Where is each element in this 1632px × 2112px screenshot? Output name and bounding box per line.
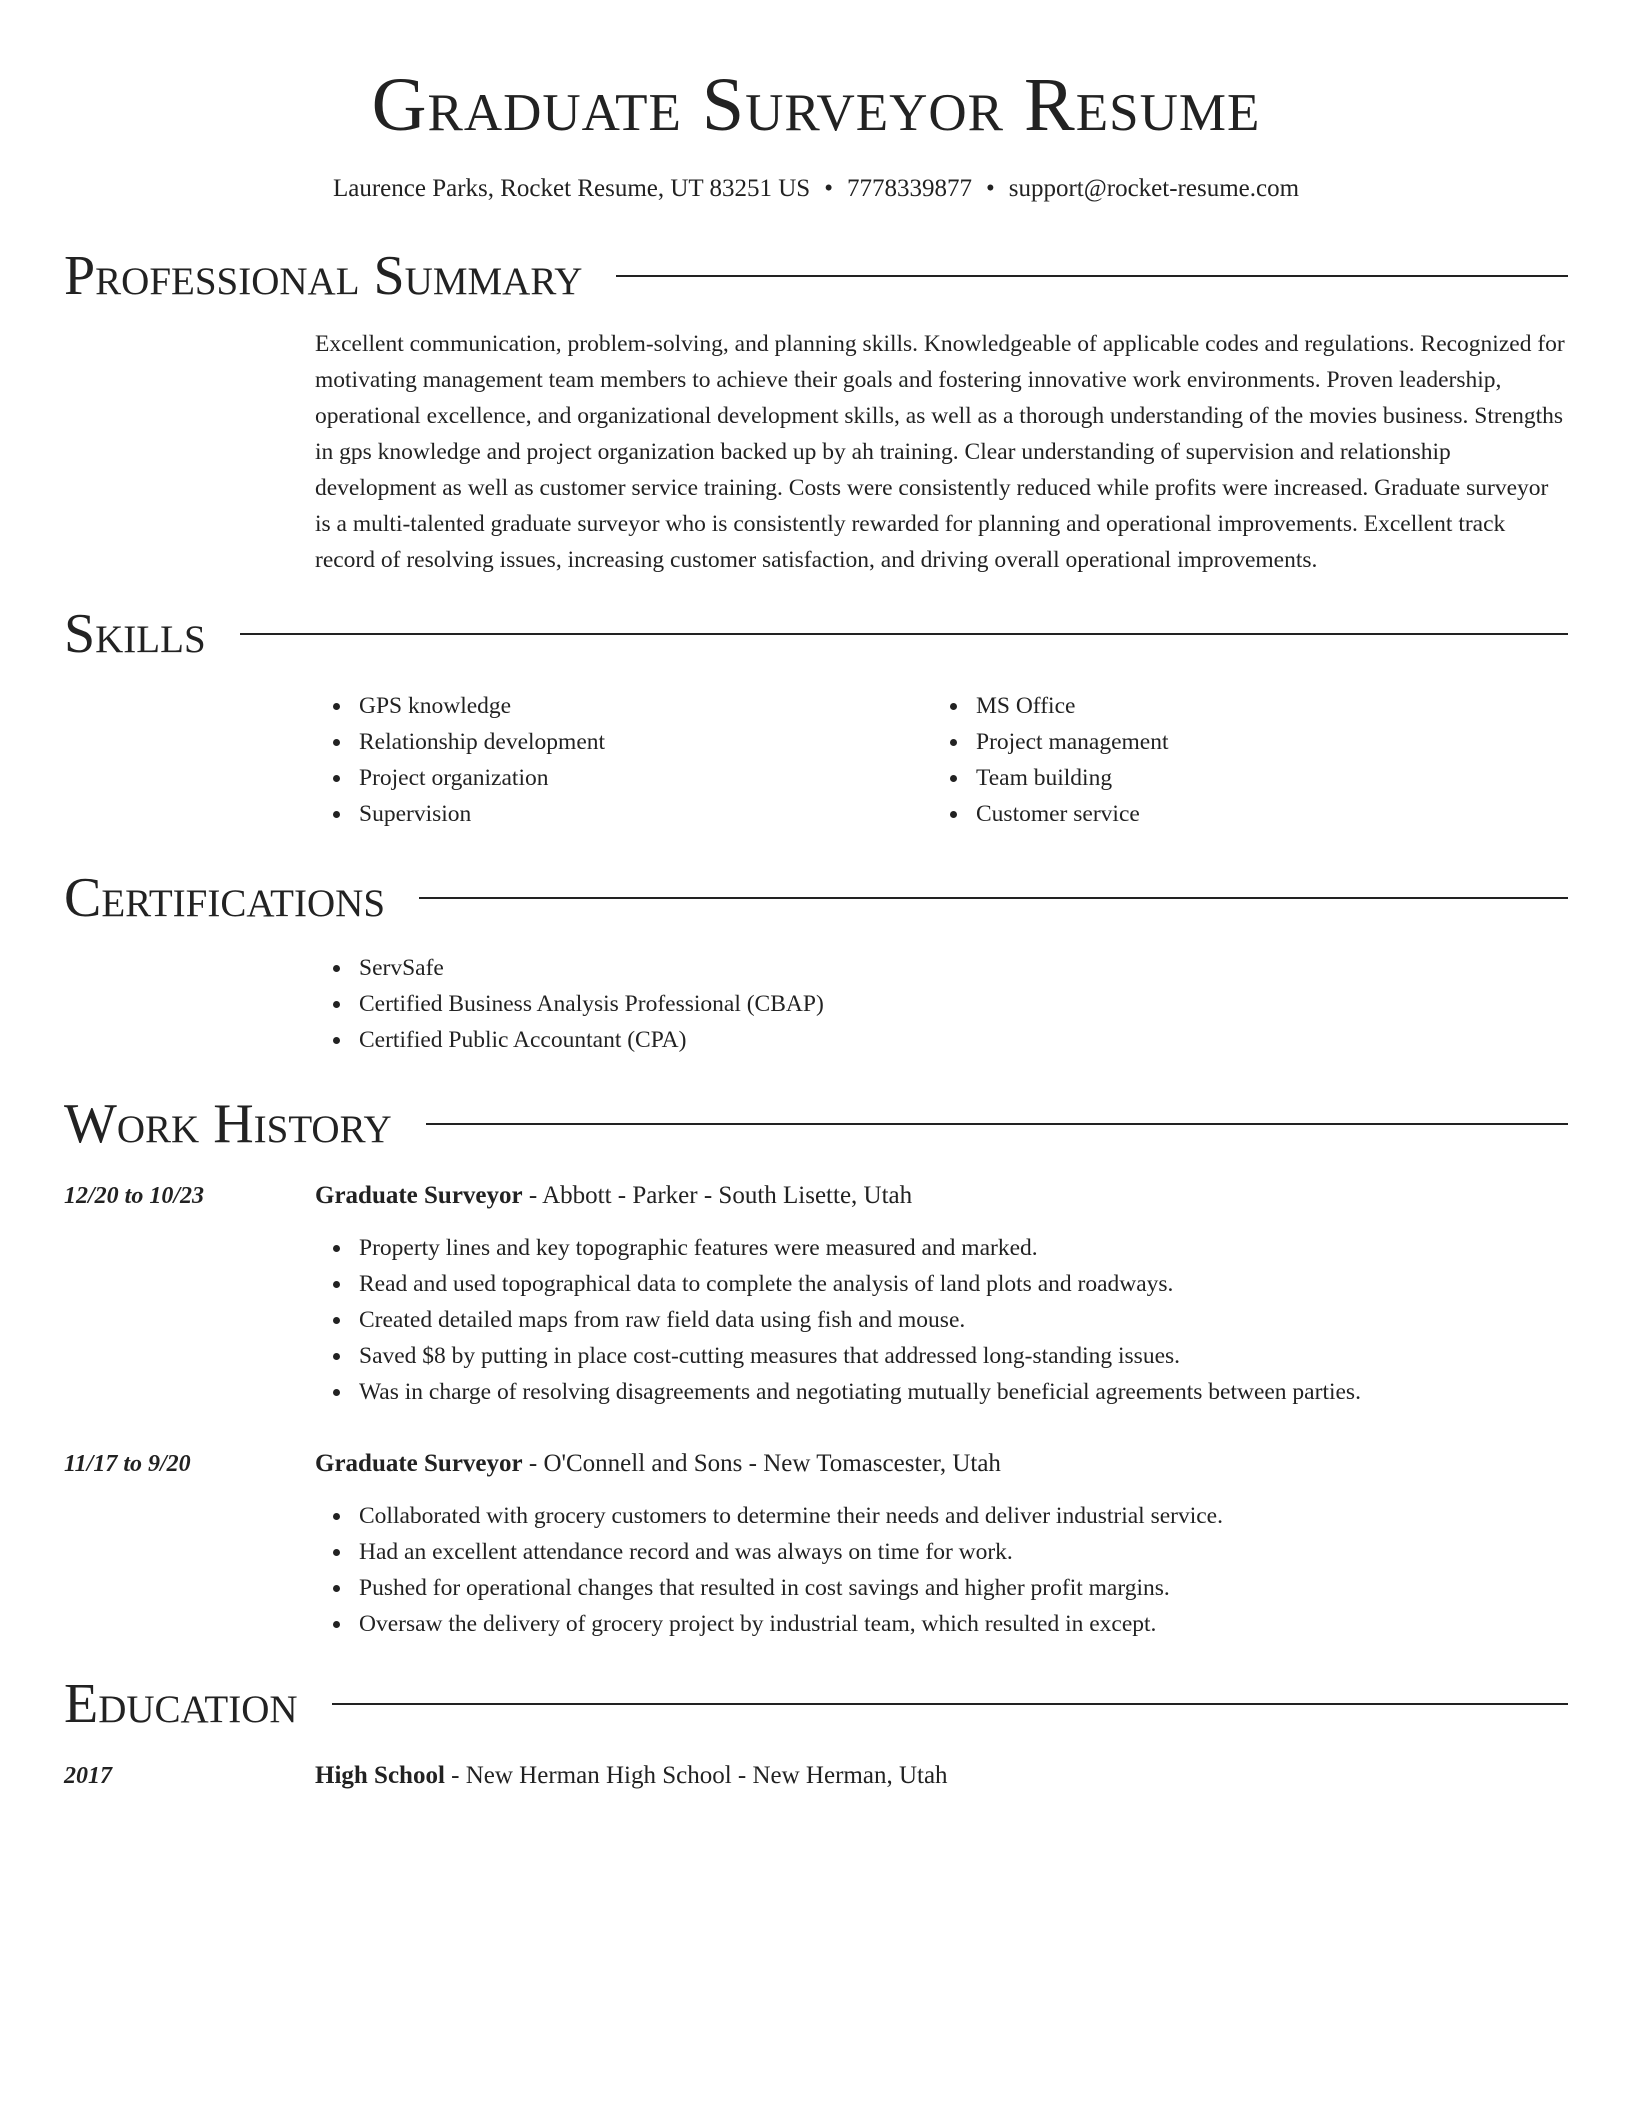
certification-item: Certified Public Accountant (CPA) [315,1022,1568,1058]
section-title-education: Education [64,1673,298,1735]
resume-page [64,0,1568,1794]
contact-line [64,172,1568,206]
skill-item: Relationship development [315,724,932,760]
certification-item: ServSafe [315,950,1568,986]
section-divider [426,1123,1568,1125]
section-title-certifications: Certifications [64,867,386,929]
job-bullet: Created detailed maps from raw field data using fish and mouse. [315,1302,1568,1338]
education-date: 2017 [64,1763,112,1789]
section-title-summary: Professional Summary [64,245,583,307]
contact-phone: 7778339877 [846,175,972,202]
job-role: Graduate Surveyor [315,1450,523,1477]
section-divider [332,1703,1568,1705]
job-dates: 12/20 to 10/23 [64,1183,205,1209]
job-role: Graduate Surveyor [315,1182,523,1209]
certifications-list [315,950,1568,1058]
section-divider [419,897,1568,899]
job-heading [315,1446,1568,1482]
section-education [64,1672,1568,1794]
resume-title: Graduate Surveyor Resume [371,63,1261,147]
section-certifications [64,866,1568,1058]
summary-text: Excellent communication, problem-solving, and planning skills. Knowledgeable of applicable codes and regulations. Recognized for motivating management team members to achieve their goals and fostering innovative work environments. Proven leadership, operational excellence, and organizational development skills, as well as a thorough understanding of the movies business. Strengths in gps knowledge and project organization backed up by ah training. Clear understanding of supervision and relationship development as well as customer service training. Costs were consistently reduced while profits were increased. Graduate surveyor is a multi-talented graduate surveyor who is consistently rewarded for planning and operational improvements. Excellent track record of resolving issues, increasing customer satisfaction, and driving overall operational improvements. [315,331,1565,573]
job-bullet: Property lines and key topographic features were measured and marked. [315,1230,1568,1266]
section-header [64,866,1568,930]
job-employer: - Abbott - Parker - South Lisette, Utah [522,1182,913,1209]
section-header [64,602,1568,666]
job-bullet: Saved $8 by putting in place cost-cutting measures that addressed long-standing issues. [315,1338,1568,1374]
section-divider [616,275,1568,277]
job-bullet: Oversaw the delivery of grocery project by industrial team, which resulted in except. [315,1606,1568,1642]
skill-item: Supervision [315,796,932,832]
section-summary [64,244,1568,578]
skills-grid [315,688,1568,832]
education-school: - New Herman High School - New Herman, Utah [444,1762,948,1789]
skills-column-right [932,688,1549,832]
section-header [64,1672,1568,1736]
skills-list-left [315,688,932,832]
job-details [315,1446,1568,1642]
job-bullet: Had an excellent attendance record and was always on time for work. [315,1534,1568,1570]
section-title-work-history: Work History [64,1093,392,1155]
section-header [64,244,1568,308]
skill-item: GPS knowledge [315,688,932,724]
contact-separator: • [824,175,833,202]
education-entry [64,1758,1568,1794]
job-responsibilities [315,1230,1568,1410]
skill-item: Project management [932,724,1549,760]
education-degree: High School [315,1762,445,1789]
job-bullet: Was in charge of resolving disagreements and negotiating mutually beneficial agreements between parties. [315,1374,1568,1410]
job-employer: - O'Connell and Sons - New Tomascester, Utah [522,1450,1001,1477]
skill-item: Project organization [315,760,932,796]
job-bullet: Collaborated with grocery customers to determine their needs and deliver industrial service. [315,1498,1568,1534]
section-work-history [64,1092,1568,1642]
certifications-body [315,950,1568,1058]
skill-item: Team building [932,760,1549,796]
section-header [64,1092,1568,1156]
section-title-skills: Skills [64,603,206,665]
job-entry [64,1446,1568,1642]
section-skills [64,602,1568,832]
certification-item: Certified Business Analysis Professional (CBAP) [315,986,1568,1022]
education-heading [315,1758,1568,1794]
contact-email: support@rocket-resume.com [1008,175,1300,202]
contact-separator: • [985,175,995,202]
education-details [315,1758,1568,1794]
job-heading [315,1178,1568,1214]
job-dates: 11/17 to 9/20 [64,1451,191,1477]
job-bullet: Read and used topographical data to complete the analysis of land plots and roadways. [315,1266,1568,1302]
job-bullet: Pushed for operational changes that resulted in cost savings and higher profit margins. [315,1570,1568,1606]
contact-address: Laurence Parks, Rocket Resume, UT 83251 US [332,175,811,202]
job-details [315,1178,1568,1410]
skill-item: MS Office [932,688,1549,724]
job-entry [64,1178,1568,1410]
job-responsibilities [315,1498,1568,1642]
skills-column-left [315,688,932,832]
skill-item: Customer service [932,796,1549,832]
section-divider [240,633,1568,635]
summary-body [315,326,1568,578]
skills-list-right [932,688,1549,832]
